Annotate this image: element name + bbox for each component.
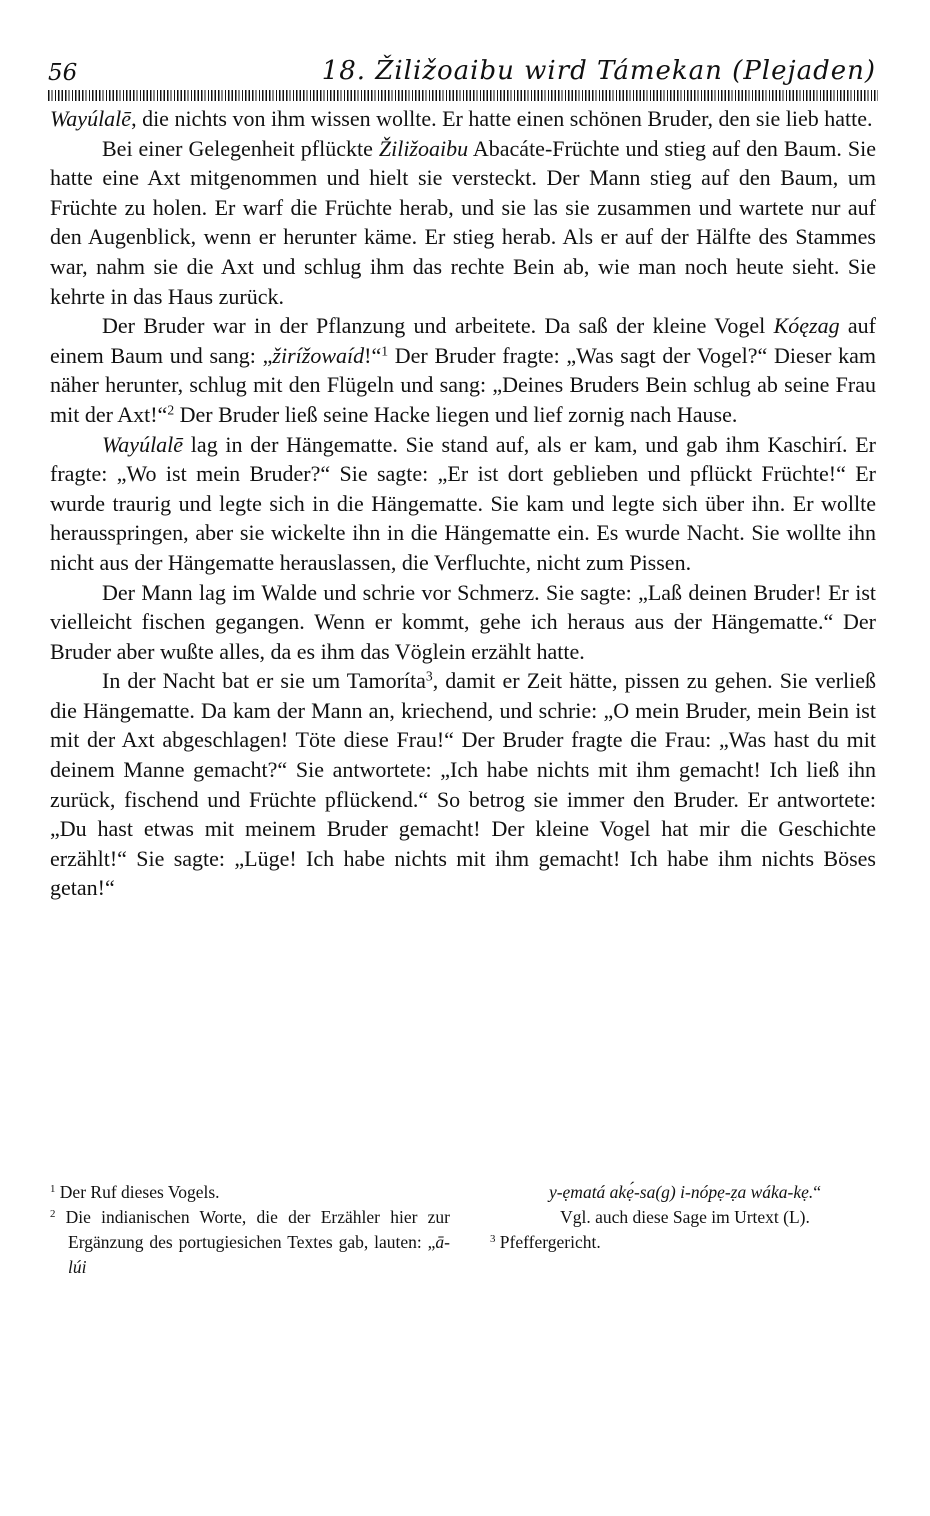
footnotes-left-column [50,1180,450,1280]
text-span: In der Nacht bat er sie um Tamoríta [102,668,426,694]
footnote-1 [50,1180,450,1205]
text-span: , damit er Zeit hätte, pissen zu gehen. Sie verließ die Hängematte. Da kam der Mann an, kriechend, und schrie: „O mein Bruder, mein Bein ist mit der Axt abgeschlagen! Töte diese Frau!“ Der Bruder fragte die Frau: „Was hast du mit deinem Manne gemacht?“ Sie antwortete: „Ich habe nichts mit ihm gemacht! Ich ließ ihn zurück, fischend und Früchte pflückend.“ So betrog sie immer den Bruder. Er antwortete: „Du hast etwas mit meinem Bruder gemacht! Der kleine Vogel hat mir die Geschichte erzählt!“ Sie sagte: „Lüge! Ich habe nichts mit ihm gemacht! Ich habe ihm nichts Böses getan!“ [50,668,876,901]
footnote-number: 3 [490,1233,496,1246]
name-wayulale: Wayúlalē [50,106,132,131]
page-number: 56 [48,60,78,86]
footnote-ref-3: 3 [425,668,433,684]
text-span: Bei einer Gelegenheit pflückte [102,135,379,161]
main-text [50,104,876,903]
quote-mark: “ [813,1182,822,1202]
footnotes-right-column [490,1180,880,1255]
text-span: auf einem Baum und sang: „ [50,313,877,368]
running-title: 18. Žiližoaibu wird Támekan (Plejaden) [321,56,876,86]
name-wayulale: Wayúlalē [102,431,184,457]
paragraph-1 [50,104,876,134]
footnote-ref-2: 2 [167,402,175,418]
footnote-text: Vgl. auch diese Sage im Urtext (L). [560,1207,810,1227]
footnote-3 [490,1230,880,1255]
footnote-text: Der Ruf dieses Vogels. [59,1182,220,1202]
footnote-ref-1: 1 [381,343,389,359]
footnote-number: 1 [50,1183,56,1196]
paragraph-2 [50,134,876,312]
footnote-number: 2 [50,1208,56,1221]
footnote-2 [50,1205,450,1280]
bird-call: žirížowaíd [272,342,365,368]
bird-name: Kóęzag [773,313,840,339]
name-zilizoaibu: Žiližoaibu [378,135,469,161]
page-header [48,56,882,90]
text-span: lag in der Hängematte. Sie stand auf, als er kam, und gab ihm Kaschirí. Er fragte: „Wo ist mein Bruder?“ Sie sagte: „Er ist dort geblieben und pflückt Früchte!“ Er wurde traurig und legte sich in die Hängematte. Sie kam und legte sich über ihn. Er wollte herausspringen, aber sie wickelte ihn in die Hängematte ein. Es wurde Nacht. Sie wollte ihn nicht aus der Hängematte herauslassen, die Verfluchte, nicht zum Pissen. [50,431,876,575]
paragraph-5 [50,578,876,667]
footnote-text: Pfeffergericht. [499,1232,601,1252]
header-rule [48,90,878,101]
paragraph-4 [50,430,876,578]
paragraph-3 [50,311,876,429]
text-span: , die nichts von ihm wissen wollte. Er hatte einen schönen Bruder, den sie lieb hatte. [131,106,873,131]
native-words: ā-lúi [68,1232,450,1277]
text-span: Der Mann lag im Walde und schrie vor Schmerz. Sie sagte: „Laß deinen Bruder! Er ist vielleicht fischen gegangen. Wenn er kommt, gehe ich heraus aus der Hängematte.“ Der Bruder aber wußte alles, da es ihm das Vöglein erzählt hatte. [50,579,876,664]
text-span: Der Bruder war in der Pflanzung und arbeitete. Da saß der kleine Vogel [102,313,774,339]
native-words: y-ẹmatá akẹ́-sa(g) i-nópẹ-ẓa wákа-kẹ. [548,1182,814,1202]
paragraph-6 [50,666,876,903]
text-span: Der Bruder ließ seine Hacke liegen und lief zornig nach Hause. [174,401,738,427]
text-span: Abacáte-Früchte und stieg auf den Baum. Sie hatte eine Axt mitgenommen und hielt sie versteckt. Der Mann stieg auf den Baum, um Früchte zu holen. Er warf die Früchte herab, und sie las sie zusammen und wartete nur auf den Augenblick, wenn er herunter käme. Er stieg herab. Als er auf der Hälfte des Stammes war, nahm sie die Axt und schlug ihm das rechte Bein ab, wie man noch heute sieht. Sie kehrte in das Haus zurück. [50,135,876,309]
text-span: !“ [364,342,382,368]
text-span: Der Bruder fragte: „Was sagt der Vogel?“ Dieser kam näher herunter, schlug mit den Flügeln und sang: „Deines Bruders Bein schlug ab seine Frau mit der Axt!“ [50,342,877,427]
footnote-text: Die indianischen Worte, die der Erzähler hier zur Ergänzung des portugiesichen Textes gab, lauten: „ [65,1207,451,1252]
footnote-2-continued [490,1180,880,1230]
